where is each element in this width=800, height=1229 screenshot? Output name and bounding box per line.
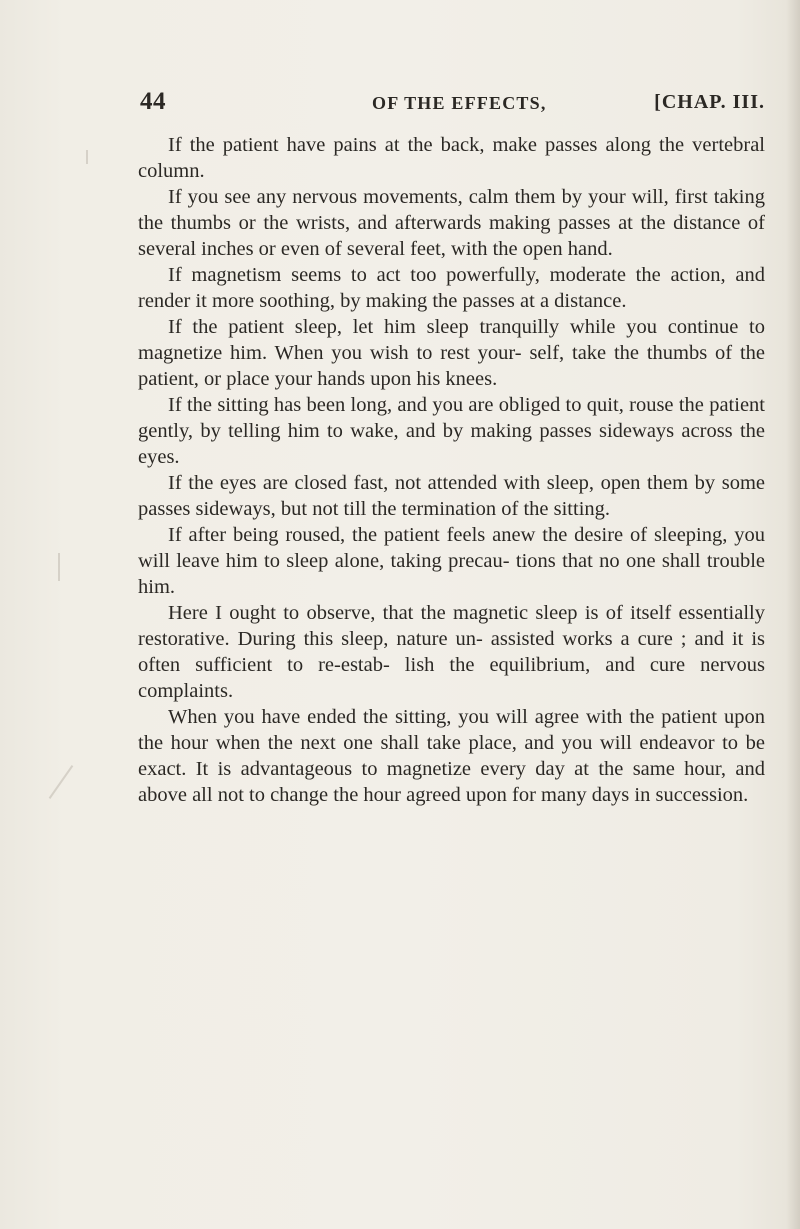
paragraph: If magnetism seems to act too powerfully, moderate the action, and render it more soothing, by making the passes at a distance. xyxy=(138,264,765,312)
margin-mark xyxy=(58,553,60,581)
margin-mark xyxy=(49,765,74,799)
running-title: OF THE EFFECTS, xyxy=(372,93,547,113)
paragraph: If after being roused, the patient feels anew the desire of sleeping, you will leave him to sleep alone, taking precau- tions that no one shall trouble him. xyxy=(138,524,765,598)
paragraph: If the eyes are closed fast, not attended with sleep, open them by some passes sideways, but not till the termination of the sitting. xyxy=(138,472,765,520)
paragraph: If the patient have pains at the back, make passes along the vertebral column. xyxy=(138,134,765,182)
running-header xyxy=(140,88,765,122)
paragraph: When you have ended the sitting, you will agree with the patient upon the hour when the next one shall take place, and you will endeavor to be exact. It is advantageous to magnetize every day at the same hour, and above all not to change the hour agreed upon for many days in succession. xyxy=(138,706,765,806)
page-edge-shadow xyxy=(786,0,800,1229)
body-text xyxy=(138,132,765,808)
page-number: 44 xyxy=(140,88,166,115)
paragraph: If you see any nervous movements, calm them by your will, first taking the thumbs or the wrists, and afterwards making passes at the distance of several inches or even of several feet, with the open hand. xyxy=(138,186,765,260)
chapter-label: [CHAP. III. xyxy=(654,91,765,113)
paragraph: Here I ought to observe, that the magnetic sleep is of itself essentially restorative. During this sleep, nature un- assisted works a cure ; and it is often sufficient to re-estab- lish the equilibrium, and cure nervous complaints. xyxy=(138,602,765,702)
margin-mark xyxy=(86,150,88,164)
paragraph: If the sitting has been long, and you are obliged to quit, rouse the patient gently, by telling him to wake, and by making passes sideways across the eyes. xyxy=(138,394,765,468)
paragraph: If the patient sleep, let him sleep tranquilly while you continue to magnetize him. When you wish to rest your- self, take the thumbs of the patient, or place your hands upon his knees. xyxy=(138,316,765,390)
